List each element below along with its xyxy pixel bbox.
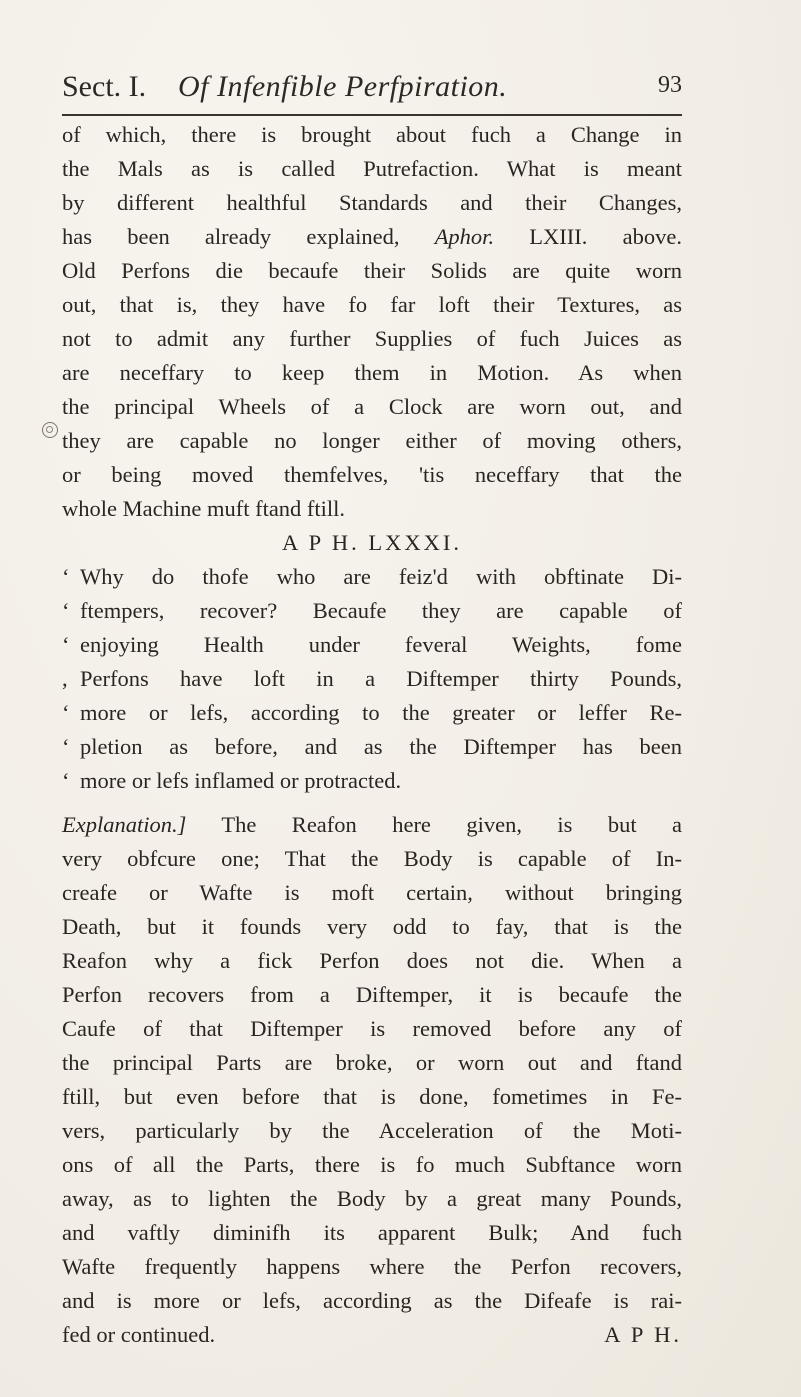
text-line: whole Machine muft ftand ftill. <box>62 496 346 521</box>
aphorism-line <box>62 730 682 764</box>
text-line: creafe or Wafte is moft certain, without bringing <box>62 880 682 905</box>
aphorism-text: enjoying Health under feveral Weights, fome <box>80 632 682 657</box>
text-line: of which, there is brought about fuch a Change in <box>62 122 682 147</box>
quote-mark: ‘ <box>62 598 70 623</box>
aphorism-line <box>62 662 682 696</box>
quote-mark: , <box>62 666 68 691</box>
aphorism-text: more or lefs, according to the greater or leffer Re- <box>80 700 682 725</box>
text-line: and is more or lefs, according as the Difeafe is rai- <box>62 1288 682 1313</box>
aphorism-heading: A P H. LXXXI. <box>281 530 463 555</box>
aphorism-text: more or lefs inflamed or protracted. <box>80 768 402 793</box>
text-line: not to admit any further Supplies of fuch Juices as <box>62 326 682 351</box>
quote-mark: ‘ <box>62 632 70 657</box>
aphorism-text: pletion as before, and as the Diftemper has been <box>80 734 682 759</box>
text-line: or being moved themfelves, 'tis neceffary that the <box>62 462 682 487</box>
page-number: 93 <box>658 72 682 98</box>
running-header <box>62 70 682 110</box>
aphorism-line <box>62 594 682 628</box>
text-line: ons of all the Parts, there is fo much Subftance worn <box>62 1152 682 1177</box>
text-line-content: fed or continued. <box>62 1322 216 1347</box>
running-title: Of Infenfible Perfpiration. <box>178 70 508 103</box>
catchword: A P H. <box>604 1322 682 1347</box>
quote-mark: ‘ <box>62 700 70 725</box>
text-line: Explanation.] The Reafon here given, is but a <box>62 812 682 837</box>
text-line: Death, but it founds very odd to fay, that is the <box>62 914 682 939</box>
section-label: Sect. I. <box>62 70 147 103</box>
quote-mark: ‘ <box>62 734 70 759</box>
text-line: away, as to lighten the Body by a great many Pounds, <box>62 1186 682 1211</box>
quote-mark: ‘ <box>62 564 70 589</box>
text-line: the principal Parts are broke, or worn out and ftand <box>62 1050 682 1075</box>
header-rule <box>62 114 682 116</box>
text-line: Reafon why a fick Perfon does not die. When a <box>62 948 682 973</box>
quote-mark: ‘ <box>62 768 70 793</box>
aphorism-text: Why do thofe who are feiz'd with obftinate Di- <box>80 564 682 589</box>
paragraph-continuation <box>62 118 682 526</box>
library-stamp-icon <box>42 422 58 438</box>
aphorism-text: ftempers, recover? Becaufe they are capable of <box>80 598 682 623</box>
text-line: and vaftly diminifh its apparent Bulk; And fuch <box>62 1220 682 1245</box>
aphorism-line <box>62 764 682 798</box>
text-line: Wafte frequently happens where the Perfon recovers, <box>62 1254 682 1279</box>
text-line: vers, particularly by the Acceleration of the Moti- <box>62 1118 682 1143</box>
text-line: very obfcure one; That the Body is capable of In- <box>62 846 682 871</box>
explanation-label: Explanation.] <box>62 812 187 837</box>
aphorism-line <box>62 696 682 730</box>
text-line: the principal Wheels of a Clock are worn out, and <box>62 394 682 419</box>
text-line: Old Perfons die becaufe their Solids are quite worn <box>62 258 682 283</box>
text-line: out, that is, they have fo far loft their Textures, as <box>62 292 682 317</box>
body-text <box>62 118 682 1352</box>
aphor-reference: Aphor. <box>434 224 495 249</box>
text-line: ftill, but even before that is done, fometimes in Fe- <box>62 1084 682 1109</box>
aphorism-line <box>62 560 682 594</box>
text-line: by different healthful Standards and their Changes, <box>62 190 682 215</box>
aphorism-text: Perfons have loft in a Diftemper thirty Pounds, <box>80 666 682 691</box>
text-line: Perfon recovers from a Diftemper, it is becaufe the <box>62 982 682 1007</box>
text-line: the Mals as is called Putrefaction. What is meant <box>62 156 682 181</box>
text-line: has been already explained, Aphor. LXIII. above. <box>62 224 682 249</box>
text-line: they are capable no longer either of moving others, <box>62 428 682 453</box>
text-line: are neceffary to keep them in Motion. As when <box>62 360 682 385</box>
text-line: Caufe of that Diftemper is removed before any of <box>62 1016 682 1041</box>
explanation-paragraph <box>62 808 682 1352</box>
aphorism-quote <box>62 560 682 798</box>
aphorism-line <box>62 628 682 662</box>
text-line <box>62 1318 682 1352</box>
